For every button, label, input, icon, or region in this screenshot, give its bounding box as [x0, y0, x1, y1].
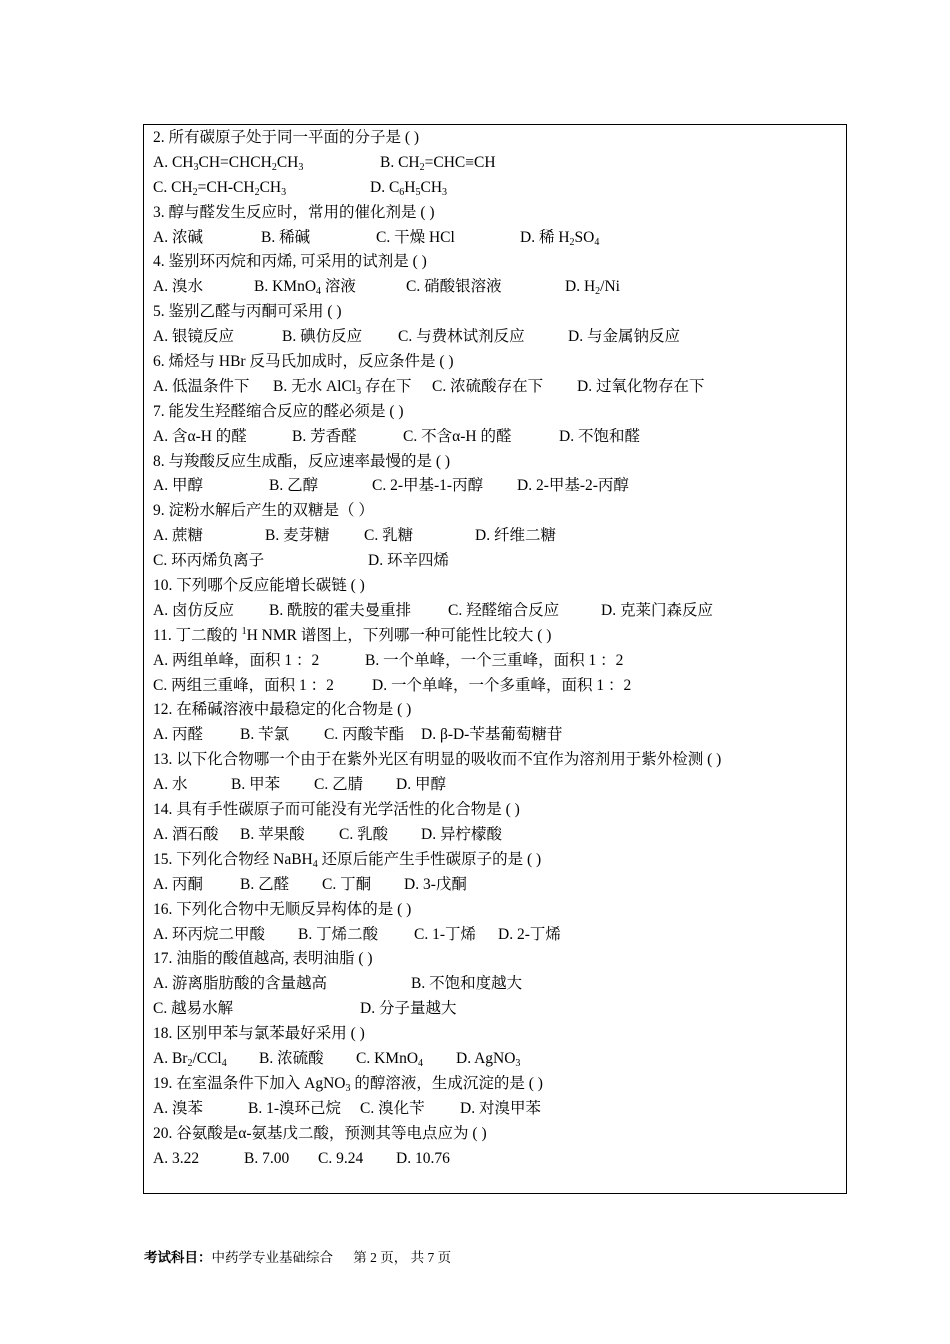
q9-option-c: C. 乳糖 [364, 527, 414, 545]
q19-stem: 19. 在室温条件下加入 AgNO$_3$ 的醇溶液，生成沉淀的是 ( ) [153, 1074, 543, 1094]
q17-option-d: D. 分子量越大 [360, 1000, 457, 1018]
q4-option-a: A. 溴水 [153, 278, 203, 296]
q10-option-a: A. 卤仿反应 [153, 601, 234, 619]
q2-option-b: B. $CH_2=CHC\equiv CH$ [380, 153, 496, 173]
q20-stem: 20. 谷氨酸是α-氨基戊二酸，预测其等电点应为 ( ) [153, 1124, 487, 1142]
q12-option-a: A. 丙醛 [153, 726, 203, 744]
q18-option-c: C. KMnO$_4$ [356, 1049, 424, 1069]
q13-option-a: A. 水 [153, 776, 188, 794]
q4-option-b: B. KMnO$_4$ 溶液 [254, 278, 356, 298]
q20-option-c: C. 9.24 [318, 1149, 364, 1167]
q7-option-c: C. 不含α-H 的醛 [403, 427, 512, 445]
q16-option-d: D. 2-丁烯 [498, 925, 561, 943]
q11-stem: 11. 丁二酸的 $^1$H NMR 谱图上，下列哪一种可能性比较大 ( ) [153, 625, 552, 644]
q19-option-a: A. 溴苯 [153, 1099, 203, 1117]
footer-subject: 中药学专业基础综合 [211, 1250, 333, 1265]
q7-option-d: D. 不饱和醛 [559, 427, 640, 445]
q8-option-c: C. 2-甲基-1-丙醇 [372, 477, 484, 495]
q14-option-d: D. 异柠檬酸 [421, 825, 502, 843]
q20-option-a: A. 3.22 [153, 1149, 200, 1167]
q8-option-d: D. 2-甲基-2-丙醇 [517, 477, 629, 495]
q15-option-a: A. 丙酮 [153, 875, 203, 893]
q12-option-c: C. 丙酸苄酯 [324, 726, 405, 744]
q14-stem: 14. 具有手性碳原子而可能没有光学活性的化合物是 ( ) [153, 801, 520, 819]
q2-option-a: A. $CH_3CH=CHCH_2CH_3$ [153, 153, 304, 173]
q10-option-c: C. 羟醛缩合反应 [448, 601, 560, 619]
q17-option-c: C. 越易水解 [153, 1000, 234, 1018]
q10-stem: 10. 下列哪个反应能增长碳链 ( ) [153, 577, 365, 595]
q2-stem: 2. 所有碳原子处于同一平面的分子是 ( ) [153, 129, 420, 146]
q18-stem: 18. 区别甲苯与氯苯最好采用 ( ) [153, 1025, 365, 1043]
q17-option-a: A. 游离脂肪酸的含量越高 [153, 975, 327, 993]
q20-option-d: D. 10.76 [396, 1149, 450, 1167]
q11-option-a: A. 两组单峰，面积 1 ：2 [153, 651, 320, 669]
q7-option-a: A. 含α-H 的醛 [153, 427, 247, 445]
q13-option-b: B. 甲苯 [231, 776, 281, 794]
q12-stem: 12. 在稀碱溶液中最稳定的化合物是 ( ) [153, 701, 412, 719]
q18-option-b: B. 浓硫酸 [259, 1049, 324, 1067]
q6-option-a: A. 低温条件下 [153, 377, 250, 395]
q4-option-d: D. $H_2/Ni$ [565, 278, 620, 298]
q9-option-d: D. 纤维二糖 [475, 527, 556, 545]
q14-option-a: A. 酒石酸 [153, 825, 219, 843]
q13-option-c: C. 乙腈 [314, 776, 364, 794]
q3-option-b: B. 稀碱 [261, 228, 311, 246]
q11-option-c: C. 两组三重峰，面积 1 ：2 [153, 676, 334, 694]
q13-option-d: D. 甲醇 [396, 776, 446, 794]
q16-option-c: C. 1-丁烯 [414, 925, 477, 943]
q11-option-d: D. 一个单峰，一个多重峰，面积 1 ：2 [372, 676, 632, 694]
q11-option-b: B. 一个单峰，一个三重峰，面积 1 ：2 [365, 651, 624, 669]
q7-stem: 7. 能发生羟醛缩合反应的醛必须是 ( ) [153, 402, 404, 420]
footer-page-info: 第 2 页， 共 7 页 [353, 1250, 452, 1265]
q5-option-c: C. 与费林试剂反应 [398, 328, 525, 346]
q18-option-d: D. AgNO$_3$ [456, 1049, 521, 1069]
footer-label: 考试科目： [144, 1250, 212, 1265]
q14-option-b: B. 苹果酸 [240, 825, 305, 843]
q19-option-c: C. 溴化苄 [360, 1099, 425, 1117]
q7-option-b: B. 芳香醛 [292, 427, 357, 445]
q4-stem: 4. 鉴别环丙烷和丙烯, 可采用的试剂是 ( ) [153, 253, 427, 271]
q4-option-c: C. 硝酸银溶液 [406, 278, 502, 296]
q2-option-c: C. $CH_2=CH-CH_2CH_3$ [153, 178, 287, 198]
q18-option-a: A. $Br_2/CCl_4$ [153, 1049, 227, 1069]
q15-option-c: C. 丁酮 [322, 875, 372, 893]
q5-option-d: D. 与金属钠反应 [568, 328, 680, 346]
q8-stem: 8. 与羧酸反应生成酯，反应速率最慢的是 ( ) [153, 452, 451, 470]
q15-option-d: D. 3-戊酮 [404, 875, 467, 893]
q16-option-a: A. 环丙烷二甲酸 [153, 925, 265, 943]
q3-option-d: D. 稀 $H_2SO_4$ [520, 228, 600, 248]
q9-extra-c: C. 环丙烯负离子 [153, 552, 265, 570]
q15-option-b: B. 乙醛 [240, 875, 290, 893]
q19-option-b: B. 1-溴环己烷 [248, 1099, 342, 1117]
page-footer [144, 1246, 451, 1266]
q9-extra-d: D. 环辛四烯 [368, 552, 449, 570]
q9-stem: 9. 淀粉水解后产生的双糖是（ ） [153, 502, 374, 520]
q10-option-d: D. 克莱门森反应 [601, 601, 713, 619]
q14-option-c: C. 乳酸 [339, 825, 389, 843]
q6-option-d: D. 过氧化物存在下 [577, 377, 705, 395]
q3-option-c: C. 干燥 HCl [376, 228, 455, 246]
q16-stem: 16. 下列化合物中无顺反异构体的是 ( ) [153, 900, 412, 918]
q8-option-b: B. 乙醇 [269, 477, 319, 495]
q5-option-a: A. 银镜反应 [153, 328, 234, 346]
q16-option-b: B. 丁烯二酸 [298, 925, 379, 943]
q5-option-b: B. 碘仿反应 [282, 328, 363, 346]
q9-option-a: A. 蔗糖 [153, 527, 203, 545]
q9-option-b: B. 麦芽糖 [265, 527, 330, 545]
q12-option-d: D. β-D-苄基葡萄糖苷 [421, 726, 563, 744]
q6-option-b: B. 无水 AlCl$_3$ 存在下 [273, 377, 412, 397]
q8-option-a: A. 甲醇 [153, 477, 203, 495]
q13-stem: 13. 以下化合物哪一个由于在紫外光区有明显的吸收而不宜作为溶剂用于紫外检测 ( ) [153, 751, 722, 769]
q6-option-c: C. 浓硫酸存在下 [432, 377, 544, 395]
q10-option-b: B. 酰胺的霍夫曼重排 [269, 601, 412, 619]
q19-option-d: D. 对溴甲苯 [460, 1099, 541, 1117]
q20-option-b: B. 7.00 [244, 1149, 290, 1167]
q12-option-b: B. 苄氯 [240, 726, 290, 744]
q3-stem: 3. 醇与醛发生反应时，常用的催化剂是 ( ) [153, 203, 435, 221]
q2-option-d: D. $C_6H_5CH_3$ [370, 178, 448, 198]
q6-stem: 6. 烯烃与 HBr 反马氏加成时，反应条件是 ( ) [153, 353, 454, 371]
q17-stem: 17. 油脂的酸值越高, 表明油脂 ( ) [153, 950, 373, 968]
q5-stem: 5. 鉴别乙醛与丙酮可采用 ( ) [153, 303, 342, 321]
q17-option-b: B. 不饱和度越大 [411, 975, 523, 993]
q3-option-a: A. 浓碱 [153, 228, 203, 246]
q15-stem: 15. 下列化合物经 NaBH$_4$ 还原后能产生手性碳原子的是 ( ) [153, 850, 542, 870]
